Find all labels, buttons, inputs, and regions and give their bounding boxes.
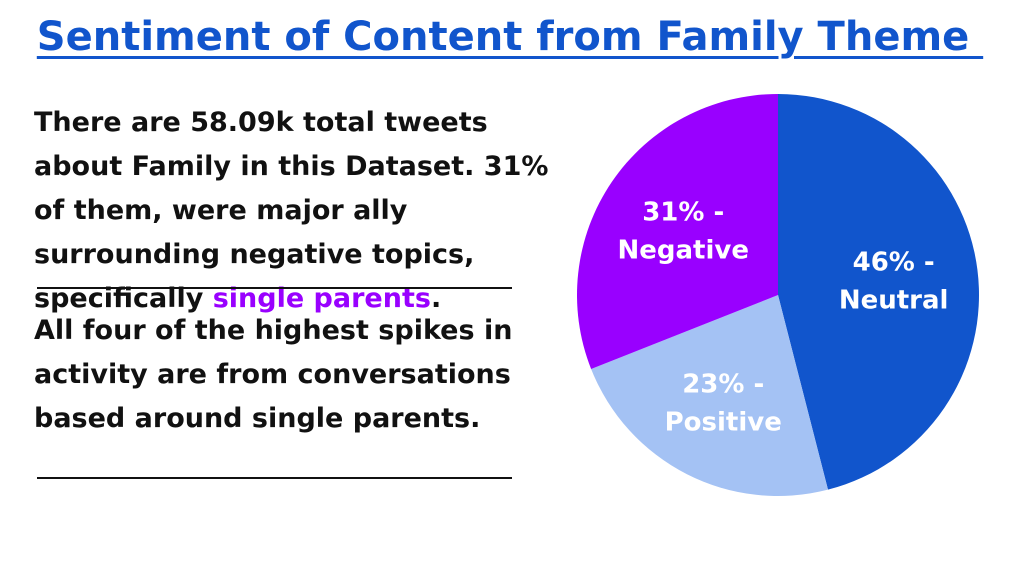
- summary-text: There are 58.09k total tweets about Family in this Dataset. 31% of them, were major ally surrounding negative topics, specifically: [34, 107, 549, 314]
- slice-pct-label-neutral: 46% -: [852, 247, 935, 278]
- slice-name-label-neutral: Neutral: [838, 285, 949, 316]
- summary-period: .: [430, 283, 442, 314]
- spikes-paragraph: All four of the highest spikes in activity are from conversations based around single parents.: [34, 315, 513, 434]
- divider-line-1: [37, 287, 512, 289]
- page-title: Sentiment of Content from Family Theme: [36, 14, 984, 60]
- slice-name-label-negative: Negative: [617, 235, 749, 266]
- slice-pct-label-positive: 23% -: [682, 369, 765, 400]
- slice-pct-label-negative: 31% -: [642, 197, 725, 228]
- sentiment-pie-chart: [560, 90, 1000, 510]
- highlight-single-parents: single parents: [212, 283, 431, 314]
- slice-name-label-positive: Positive: [664, 407, 782, 438]
- divider-line-2: [37, 477, 512, 479]
